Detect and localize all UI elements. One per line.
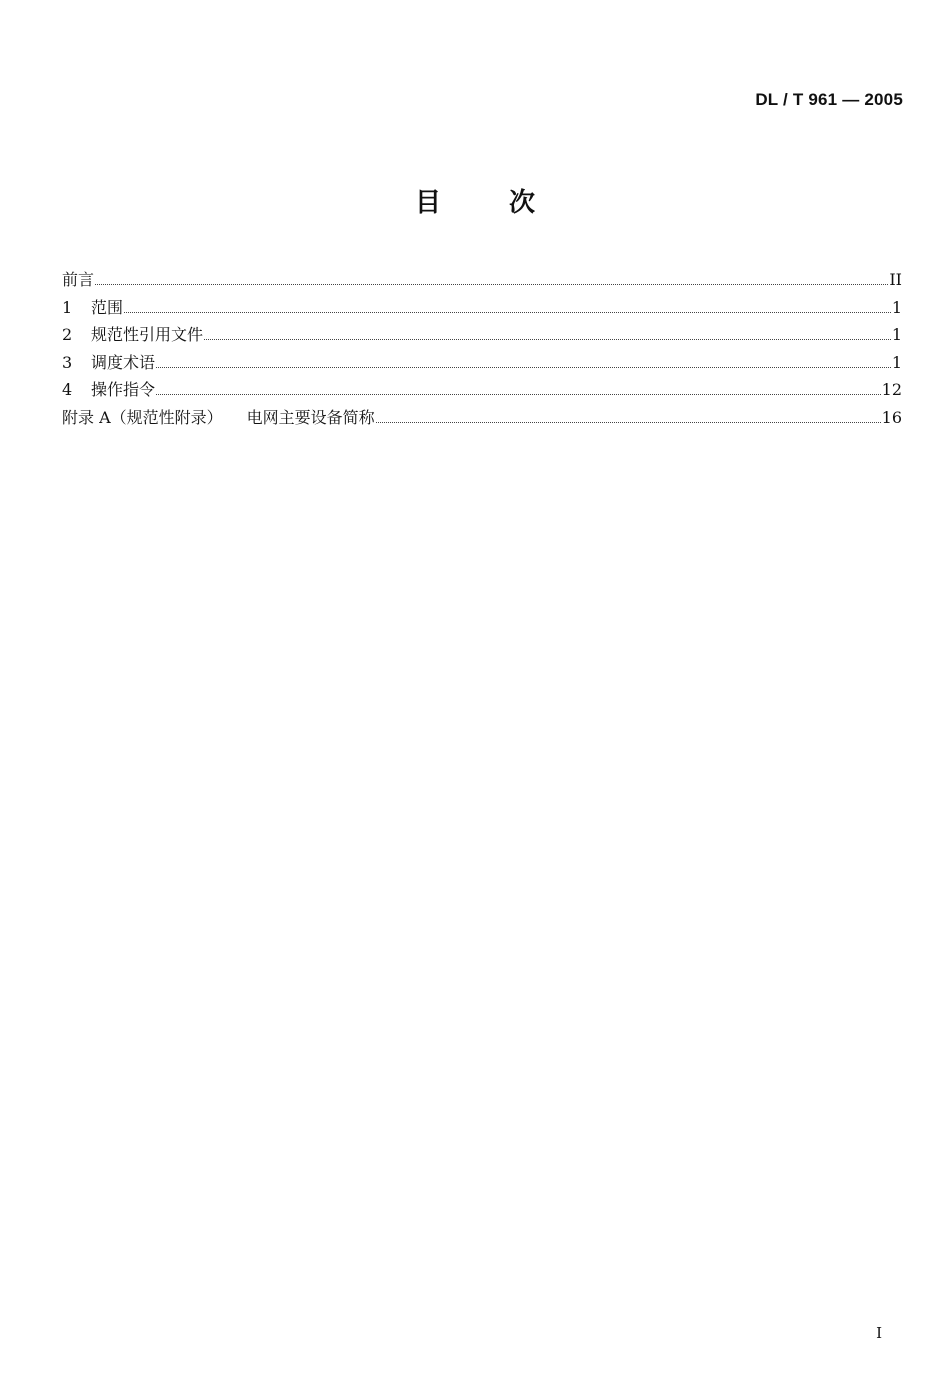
- toc-entry-scope[interactable]: [62, 294, 902, 322]
- toc-entry-dispatch-terms[interactable]: [62, 349, 902, 377]
- page-number: I: [876, 1324, 882, 1342]
- toc-entry-label: 电网主要设备简称: [246, 407, 375, 427]
- dot-leader: [95, 284, 888, 285]
- dot-leader: [376, 422, 881, 423]
- toc-entry-number: 1: [62, 297, 73, 317]
- toc-entry-page: 16: [881, 407, 902, 427]
- toc-entry-page: 12: [881, 380, 902, 399]
- toc-entry-label: 调度术语: [91, 352, 156, 372]
- table-of-contents: [62, 266, 902, 431]
- toc-entry-normative-references[interactable]: [62, 321, 902, 349]
- toc-entry-label: 操作指令: [91, 380, 156, 399]
- toc-entry-annex-a[interactable]: [62, 404, 902, 432]
- toc-entry-label: 规范性引用文件: [91, 325, 204, 344]
- toc-entry-page: II: [889, 270, 902, 289]
- toc-entry-number: 4: [62, 380, 73, 399]
- toc-entry-foreword[interactable]: [62, 266, 902, 294]
- standard-code: DL / T 961 — 2005: [755, 90, 903, 109]
- title-char-2: 次: [509, 188, 536, 218]
- dot-leader: [156, 367, 891, 368]
- toc-entry-label: 前言: [62, 270, 95, 289]
- toc-entry-page: 1: [891, 297, 902, 317]
- page-title: [0, 182, 950, 219]
- toc-entry-page: 1: [891, 352, 902, 372]
- title-char-1: 目: [414, 188, 441, 218]
- toc-entry-number: 2: [62, 325, 73, 344]
- toc-entry-label: 范围: [91, 297, 124, 317]
- toc-entry-number: 3: [62, 352, 73, 372]
- toc-entry-operation-commands[interactable]: [62, 376, 902, 404]
- dot-leader: [204, 339, 891, 340]
- dot-leader: [124, 312, 891, 313]
- toc-entry-page: 1: [891, 325, 902, 344]
- dot-leader: [156, 394, 881, 395]
- toc-annex-prefix: 附录 A（规范性附录）: [62, 407, 223, 427]
